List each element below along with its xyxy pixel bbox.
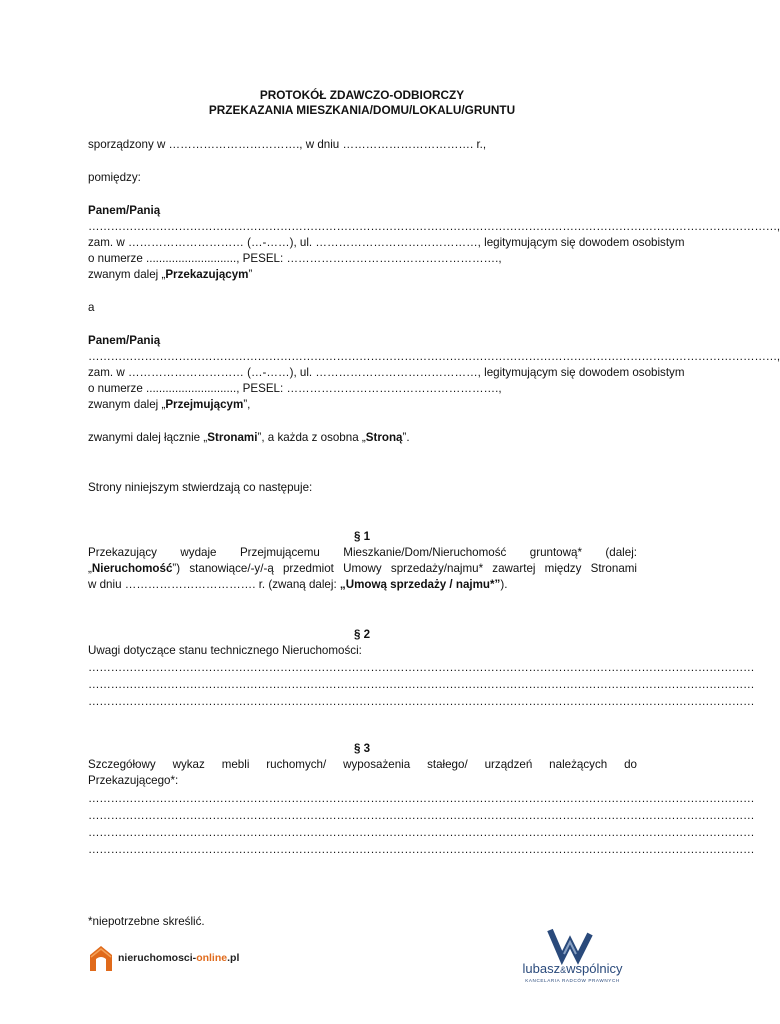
- parties-definition: [88, 430, 410, 445]
- party2-called: [88, 397, 250, 412]
- section3-line1: Szczegółowy wykaz mebli ruchomych/ wyposażenia stałego/ urządzeń należących do: [88, 758, 637, 771]
- party1-called-name: Przekazującym: [165, 268, 249, 281]
- logo-right-tagline: KANCELARIA RADCÓW PRAWNYCH: [525, 978, 620, 983]
- section1-defined-term: Nieruchomość: [91, 562, 173, 575]
- document-title-line1: PROTOKÓŁ ZDAWCZO-ODBIORCZY: [259, 88, 465, 102]
- logo-left-text-main: nieruchomosci-: [118, 952, 197, 964]
- parties-suffix: ”.: [402, 431, 410, 444]
- section3-dots-4: ……………………………………………………………………………………………………………………………………………………………: [88, 843, 755, 856]
- section1-line3-prefix: w dniu ……………………………. r. (zwaną dalej:: [88, 578, 340, 591]
- intro-between: pomiędzy:: [88, 171, 141, 184]
- parties-name1: Stronami: [207, 431, 258, 444]
- section3-line2: Przekazującego*:: [88, 774, 179, 787]
- party1-called-suffix: ”: [248, 268, 253, 281]
- section1-contract-term: „Umową sprzedaży / najmu*”: [339, 578, 501, 591]
- section1-line2-prefix: „: [88, 562, 92, 575]
- section3-dots-1: ……………………………………………………………………………………………………………………………………………………………: [88, 792, 755, 805]
- parties-prefix: zwanymi dalej łącznie „: [88, 431, 208, 444]
- section1-heading: § 1: [353, 530, 371, 543]
- footnote: *niepotrzebne skreślić.: [88, 915, 205, 928]
- party1-address: zam. w ………………………… (…-……), ul. ……………………………………, legitymującym się dowodem osobistym: [88, 236, 685, 249]
- house-n-icon: [88, 943, 114, 973]
- party2-address: zam. w ………………………… (…-……), ul. ……………………………………, legitymującym się dowodem osobistym: [88, 366, 685, 379]
- statement: Strony niniejszym stwierdzają co następuje:: [88, 481, 313, 494]
- party1-called-prefix: zwanym dalej „: [88, 268, 166, 281]
- lubasz-wspolnicy-logo: [510, 928, 635, 988]
- section1-line3-suffix: ).: [500, 578, 508, 591]
- conjunction-and: a: [88, 301, 95, 314]
- logo-right-name-a: lubasz: [522, 961, 561, 976]
- section3-dots-3: ……………………………………………………………………………………………………………………………………………………………: [88, 826, 755, 839]
- section3-dots-2: ……………………………………………………………………………………………………………………………………………………………: [88, 809, 755, 822]
- logo-left-text-end: .pl: [227, 952, 240, 964]
- party2-heading: Panem/Panią: [88, 334, 161, 347]
- section1-line2-rest: ”) stanowiące/-y/-ą przedmiot Umowy sprzedaży/najmu* zawartej między Stronami: [172, 562, 637, 575]
- section2-dots-3: ……………………………………………………………………………………………………………………………………………………………: [88, 695, 755, 708]
- lw-emblem-icon: [510, 928, 635, 962]
- nieruchomosci-online-logo: [88, 943, 239, 973]
- parties-name2: Stroną: [365, 431, 403, 444]
- section1-line2: [88, 561, 637, 576]
- section3-heading: § 3: [353, 742, 371, 755]
- logo-left-text-accent: online: [196, 952, 228, 964]
- party2-called-prefix: zwanym dalej „: [88, 398, 166, 411]
- party1-heading: Panem/Panią: [88, 204, 161, 217]
- parties-middle: ”, a każda z osobna „: [257, 431, 366, 444]
- party1-called: [88, 267, 252, 282]
- section1-line3: [88, 577, 507, 592]
- logo-right-name-amp: &: [560, 965, 567, 975]
- party2-called-name: Przejmującym: [165, 398, 244, 411]
- party1-id: o numerze ............................, PESEL: ……………………………………………….,: [88, 252, 502, 265]
- section1-line1: Przekazujący wydaje Przejmującemu Mieszkanie/Dom/Nieruchomość gruntową* (dalej:: [88, 546, 637, 559]
- logo-right-name: [510, 961, 635, 976]
- intro-drawn-up: sporządzony w ……………………………., w dniu ……………………………. r.,: [88, 138, 487, 151]
- section2-label: Uwagi dotyczące stanu technicznego Nieruchomości:: [88, 644, 362, 657]
- section2-heading: § 2: [353, 628, 371, 641]
- section2-dots-1: ……………………………………………………………………………………………………………………………………………………………: [88, 661, 755, 674]
- party2-called-suffix: ”,: [243, 398, 251, 411]
- document-title-line2: PRZEKAZANIA MIESZKANIA/DOMU/LOKALU/GRUNTU: [208, 103, 516, 117]
- section2-dots-2: ……………………………………………………………………………………………………………………………………………………………: [88, 678, 755, 691]
- party2-name-dots: …………………………………………………………………………………………………………………………………………………………………,: [88, 350, 780, 363]
- party2-id: o numerze ............................, PESEL: ……………………………………………….,: [88, 382, 502, 395]
- party1-name-dots: …………………………………………………………………………………………………………………………………………………………………,: [88, 220, 780, 233]
- logo-right-name-b: wspólnicy: [566, 961, 623, 976]
